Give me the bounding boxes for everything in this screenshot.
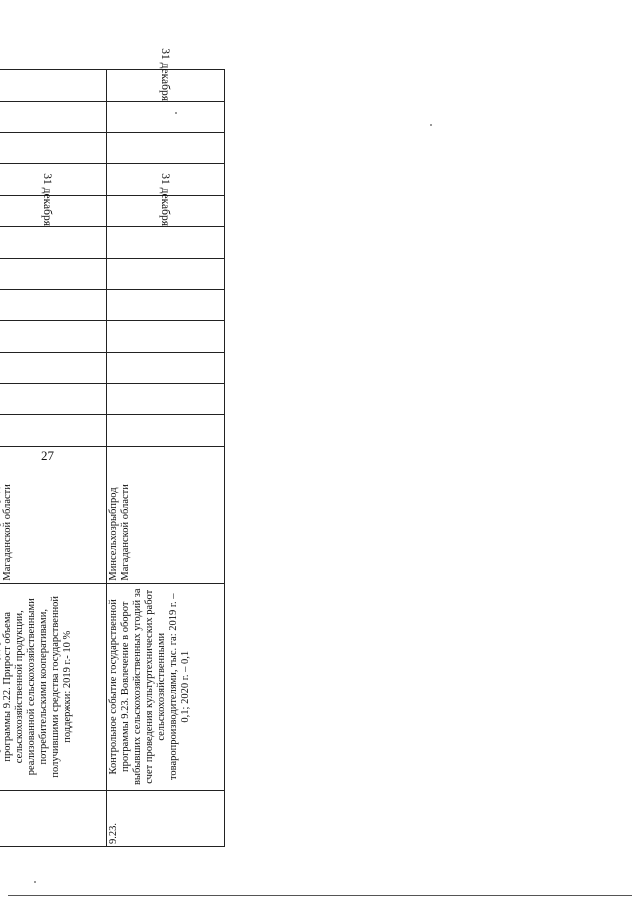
- event-name: Контрольное событие государственной программы 9.23. Вовлечение в оборот выбывших сельскохозяйственных угодий за счет проведения культуртехнических работ сельскохозяйственными товаропроизводителями, тыс. га: 2019 г. – 0,1; 2020 г. – 0,1: [107, 583, 225, 790]
- deadline-text: 31 декабря: [159, 47, 171, 101]
- scan-speck: [175, 112, 177, 114]
- deadline-text: 31 декабря: [159, 173, 171, 227]
- scan-speck: [34, 881, 36, 883]
- row-number: [0, 790, 107, 846]
- page-number: 27: [41, 448, 54, 463]
- control-events-table: [0, 47, 225, 847]
- event-name: программы 9.22. Прирост объема сельскохозяйственной продукции, реализованной сельскохозяйственными потребительскими кооперативами, получившими средства государственной поддержки: 2019 г.- 10 %: [0, 583, 107, 790]
- page-bottom-rule: [8, 895, 632, 896]
- deadline-cell: [107, 173, 225, 227]
- deadline-text: 31 декабря: [41, 173, 53, 227]
- row-number: 9.23.: [107, 790, 225, 846]
- executor: Минсельхозрыбпрод Магаданской области: [107, 446, 225, 583]
- deadline-cell: [107, 47, 225, 102]
- scan-speck: [430, 124, 432, 126]
- table-row: [107, 70, 225, 847]
- deadline-cell: [0, 173, 107, 227]
- executor: Магаданской области: [0, 446, 107, 583]
- rotated-page: [0, 47, 511, 847]
- table-row: [0, 70, 107, 847]
